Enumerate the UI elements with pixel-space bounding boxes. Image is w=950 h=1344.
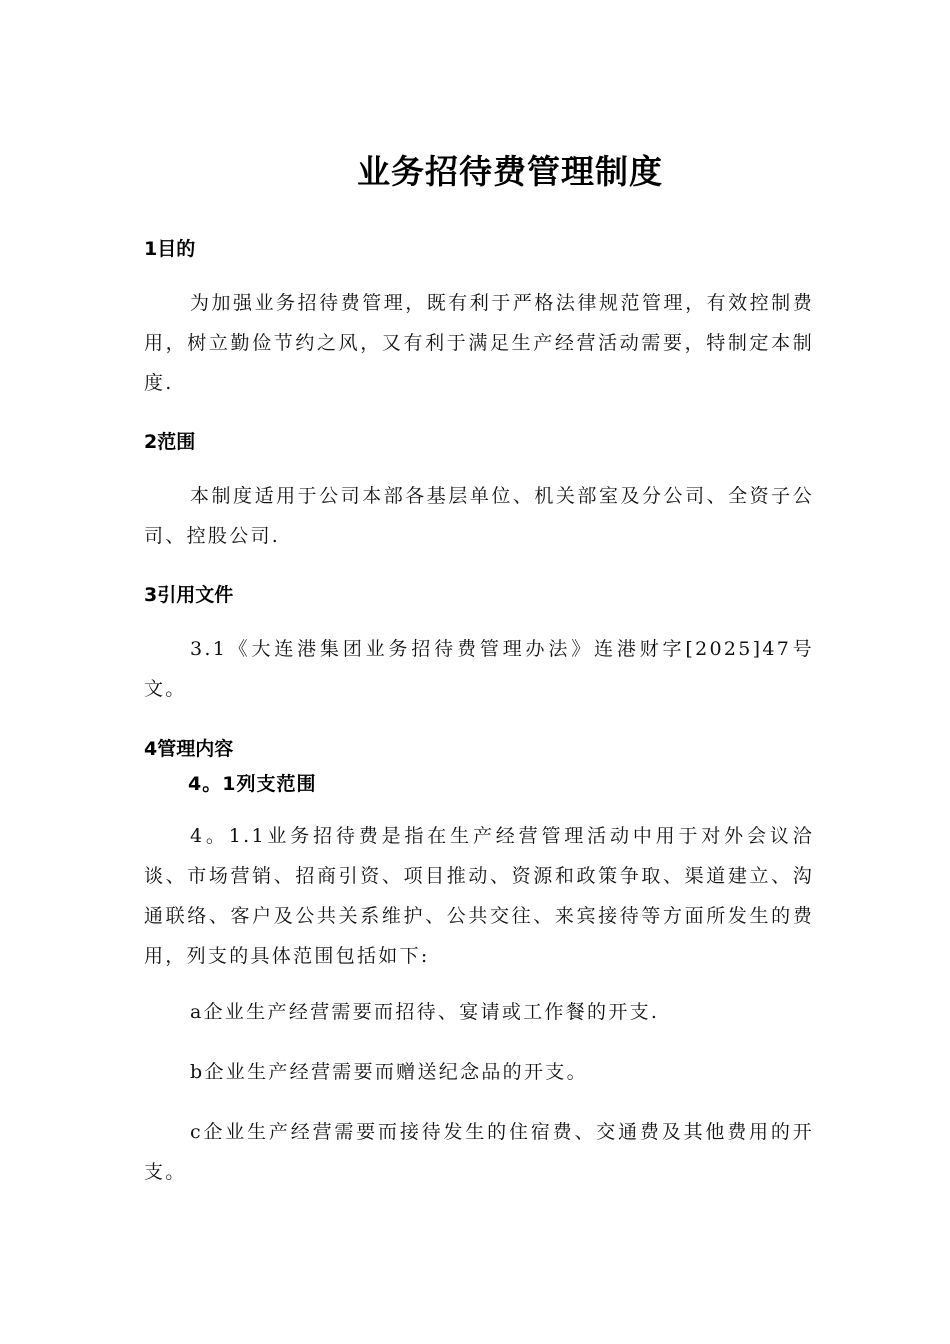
list-item-c: c企业生产经营需要而接待发生的住宿费、交通费及其他费用的开支。 (144, 1121, 814, 1183)
section-heading-references: 3引用文件 (144, 584, 234, 606)
list-item-b: b企业生产经营需要而赠送纪念品的开支。 (190, 1061, 588, 1083)
document-title: 业务招待费管理制度 (357, 152, 663, 191)
subsection-heading-scope: 4。1列支范围 (188, 773, 317, 795)
paragraph-references: 3.1《大连港集团业务招待费管理办法》连港财字[2025]47号文。 (144, 638, 814, 700)
list-item-a: a企业生产经营需要而招待、宴请或工作餐的开支. (190, 1001, 660, 1023)
section-heading-management: 4管理内容 (144, 738, 234, 760)
paragraph-purpose: 为加强业务招待费管理，既有利于严格法律规范管理，有效控制费用，树立勤俭节约之风，又有利于满足生产经营活动需要，特制定本制度. (144, 292, 814, 394)
section-heading-purpose: 1目的 (144, 238, 196, 260)
paragraph-definition: 4。1.1业务招待费是指在生产经营管理活动中用于对外会议洽谈、市场营销、招商引资、项目推动、资源和政策争取、渠道建立、沟通联络、客户及公共关系维护、公共交往、来宾接待等方面所发生的费用，列支的具体范围包括如下: (144, 825, 814, 967)
paragraph-scope: 本制度适用于公司本部各基层单位、机关部室及分公司、全资子公司、控股公司. (144, 485, 814, 547)
section-heading-scope: 2范围 (144, 431, 196, 453)
